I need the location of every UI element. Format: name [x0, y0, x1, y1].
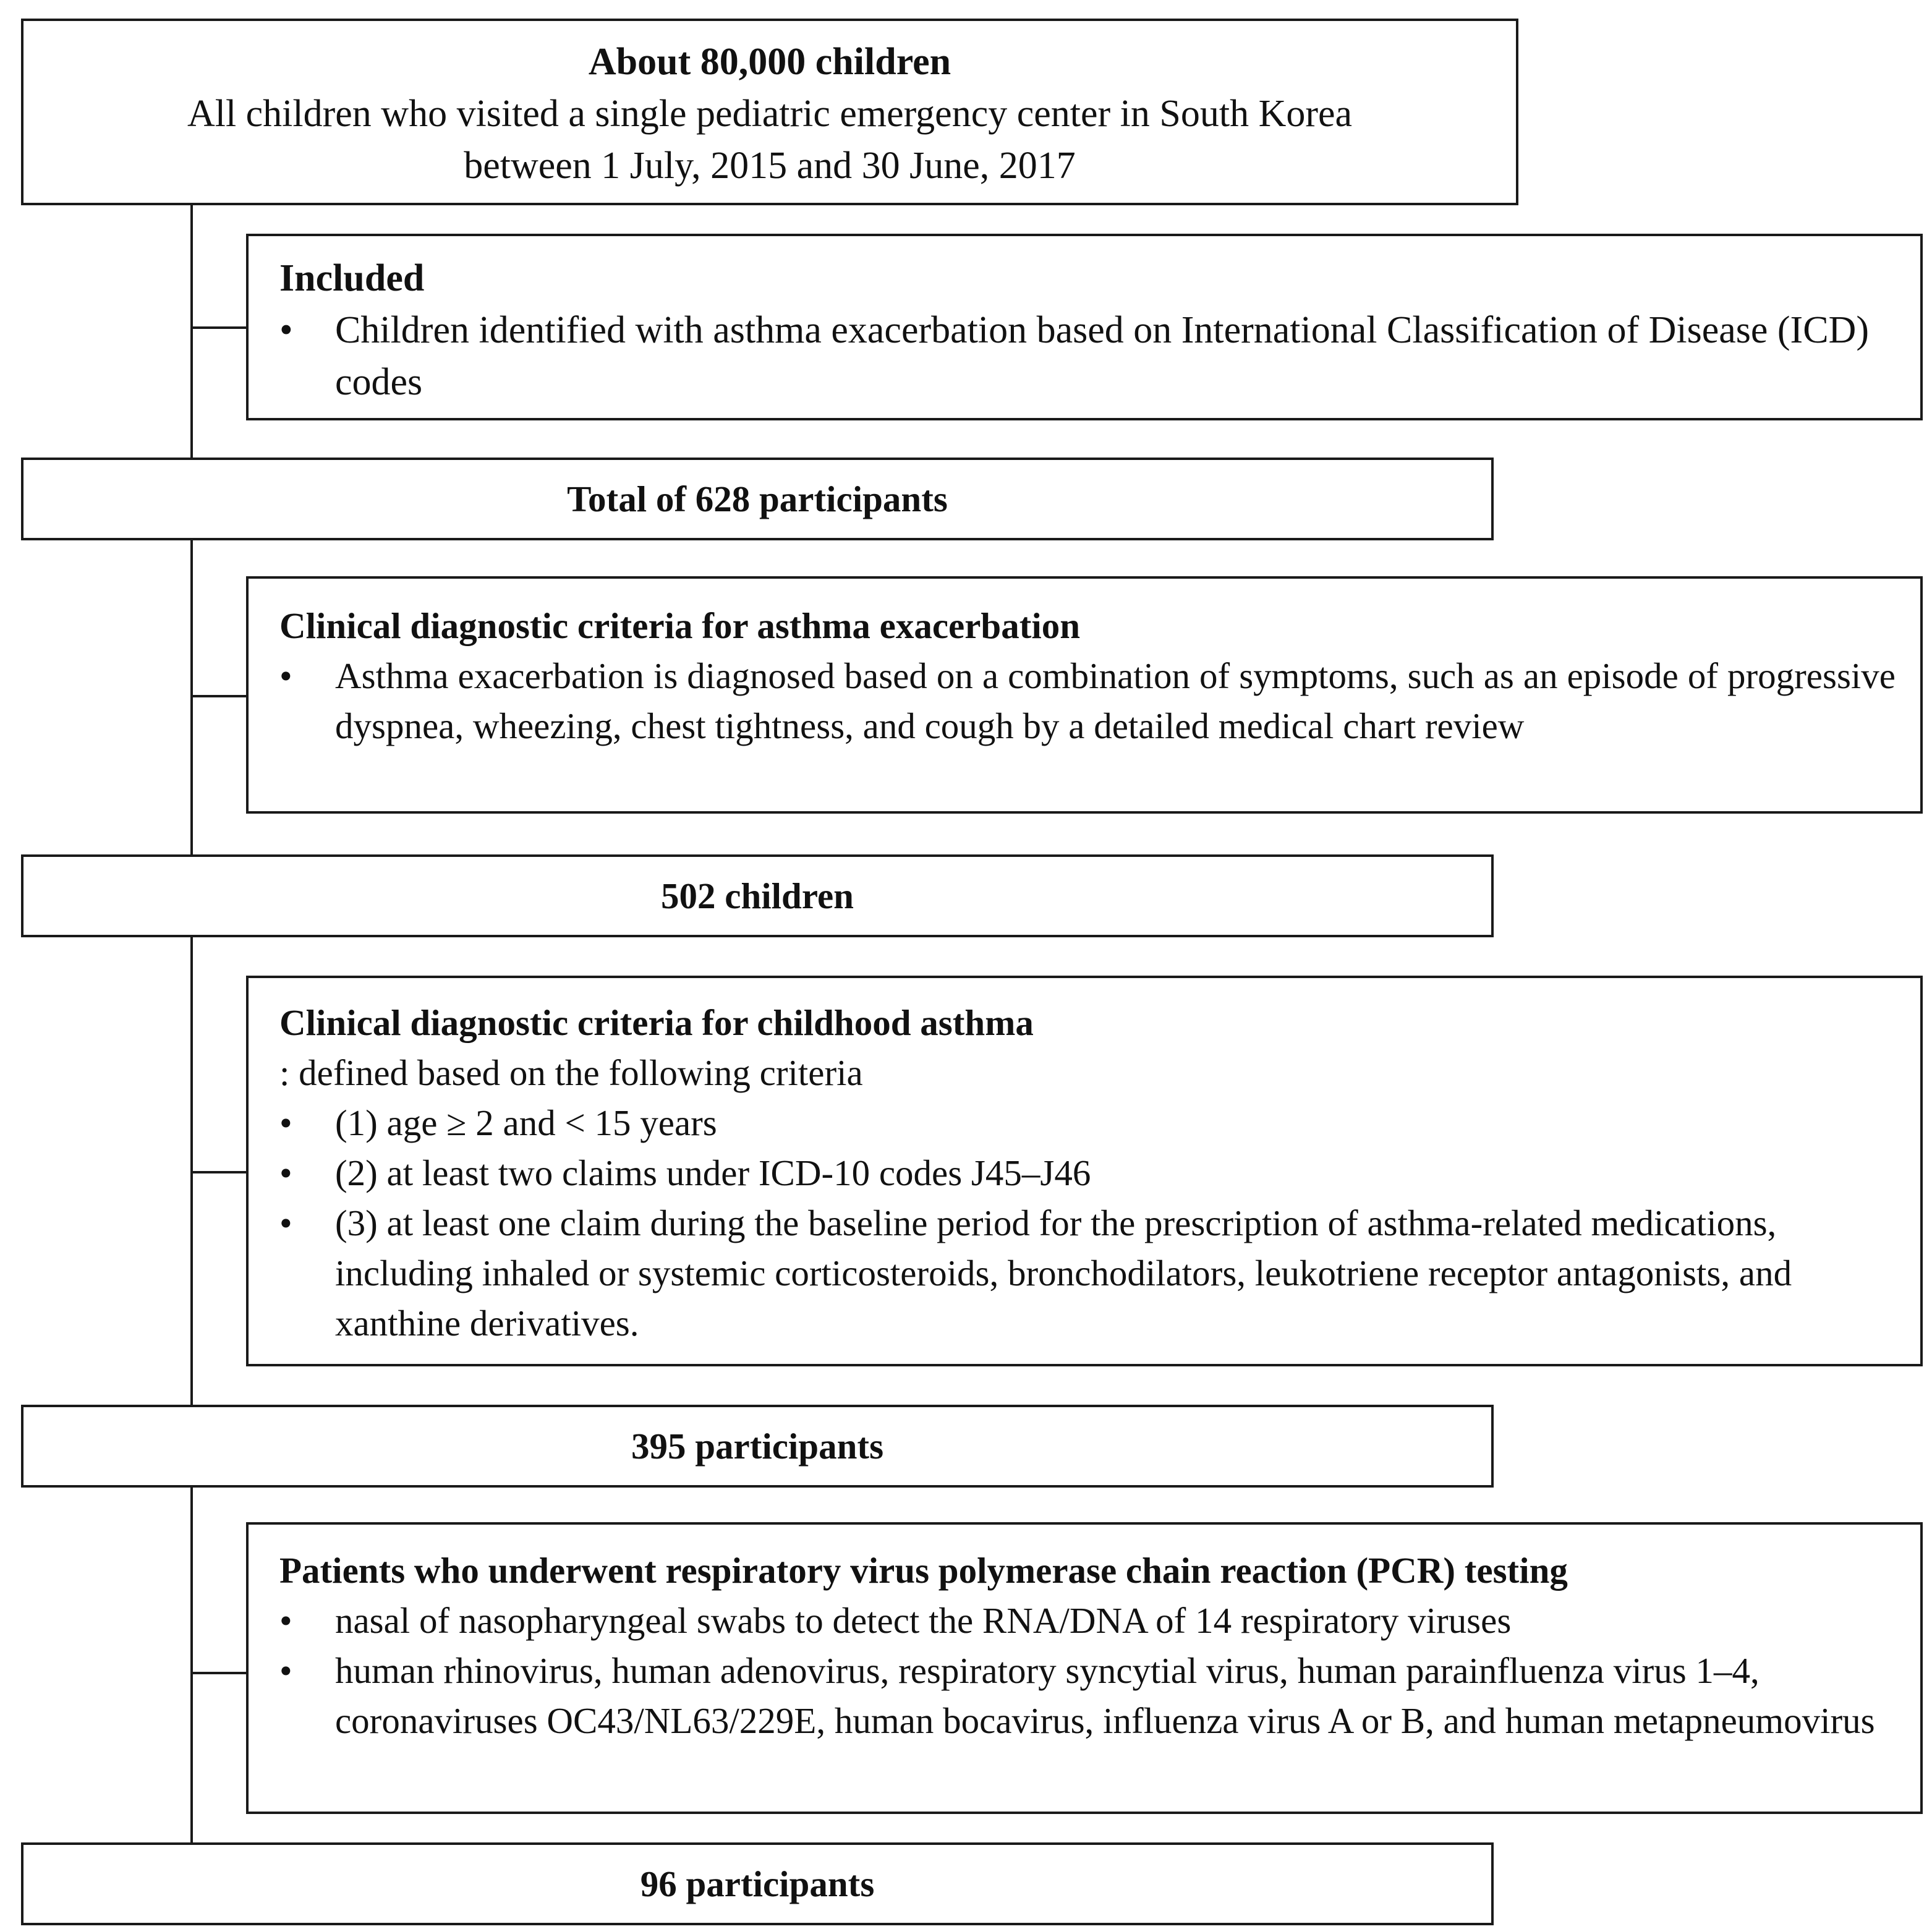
count-box-395: [21, 1405, 1494, 1488]
pcr-bullet-swabs: • nasal of nasopharyngeal swabs to detect the RNA/DNA of 14 respiratory viruses: [279, 1596, 1896, 1646]
connector-branch-1: [190, 326, 247, 329]
inclusion-criteria-box: [246, 234, 1923, 420]
connector-branch-4: [190, 1672, 247, 1674]
count-502-label: 502 children: [661, 875, 854, 916]
top-population-box: [21, 19, 1518, 205]
exacerbation-bullet: • Asthma exacerbation is diagnosed based on a combination of symptoms, such as an episode of progressive dyspnea, wheezing, chest tightness, and cough by a detailed medical chart review: [279, 651, 1896, 751]
count-395-label: 395 participants: [631, 1426, 884, 1467]
count-box-96: [21, 1842, 1494, 1925]
count-96-label: 96 participants: [640, 1863, 875, 1904]
inclusion-heading: Included: [279, 257, 425, 299]
connector-branch-3: [190, 1171, 247, 1173]
top-box-line-1: All children who visited a single pediatric emergency center in South Korea: [187, 93, 1353, 135]
childhood-asthma-lead: : defined based on the following criteria: [279, 1052, 863, 1093]
connector-vertical-1: [190, 204, 193, 459]
criteria-bullet-icd: • (2) at least two claims under ICD-10 codes J45–J46: [279, 1148, 1896, 1198]
count-box-628: [21, 458, 1494, 540]
asthma-exacerbation-criteria-box: [246, 576, 1923, 814]
exacerbation-heading: Clinical diagnostic criteria for asthma exacerbation: [279, 605, 1081, 646]
pcr-bullet-viruses: • human rhinovirus, human adenovirus, respiratory syncytial virus, human parainfluenza virus 1–4, coronaviruses OC43/NL63/229E, human bocavirus, influenza virus A or B, and human metapneumovirus: [279, 1646, 1896, 1746]
pcr-heading: Patients who underwent respiratory virus polymerase chain reaction (PCR) testing: [279, 1550, 1568, 1591]
childhood-asthma-heading: Clinical diagnostic criteria for childhood asthma: [279, 1002, 1034, 1043]
top-box-line-2: between 1 July, 2015 and 30 June, 2017: [464, 145, 1076, 187]
inclusion-bullet: • Children identified with asthma exacerbation based on International Classification of Disease (ICD) codes: [279, 304, 1896, 408]
top-box-title: About 80,000 children: [588, 41, 951, 83]
criteria-bullet-age: • (1) age ≥ 2 and < 15 years: [279, 1098, 1896, 1148]
count-628-label: Total of 628 participants: [567, 479, 948, 519]
connector-vertical-2: [190, 539, 193, 856]
childhood-asthma-criteria-box: [246, 976, 1923, 1366]
count-box-502: [21, 854, 1494, 937]
connector-branch-2: [190, 695, 247, 697]
criteria-bullet-medication: • (3) at least one claim during the baseline period for the prescription of asthma-related medications, including inhaled or systemic corticosteroids, bronchodilators, leukotriene receptor antagonists, and xanthine derivatives.: [279, 1198, 1896, 1348]
connector-vertical-4: [190, 1486, 193, 1844]
pcr-testing-box: [246, 1522, 1923, 1814]
